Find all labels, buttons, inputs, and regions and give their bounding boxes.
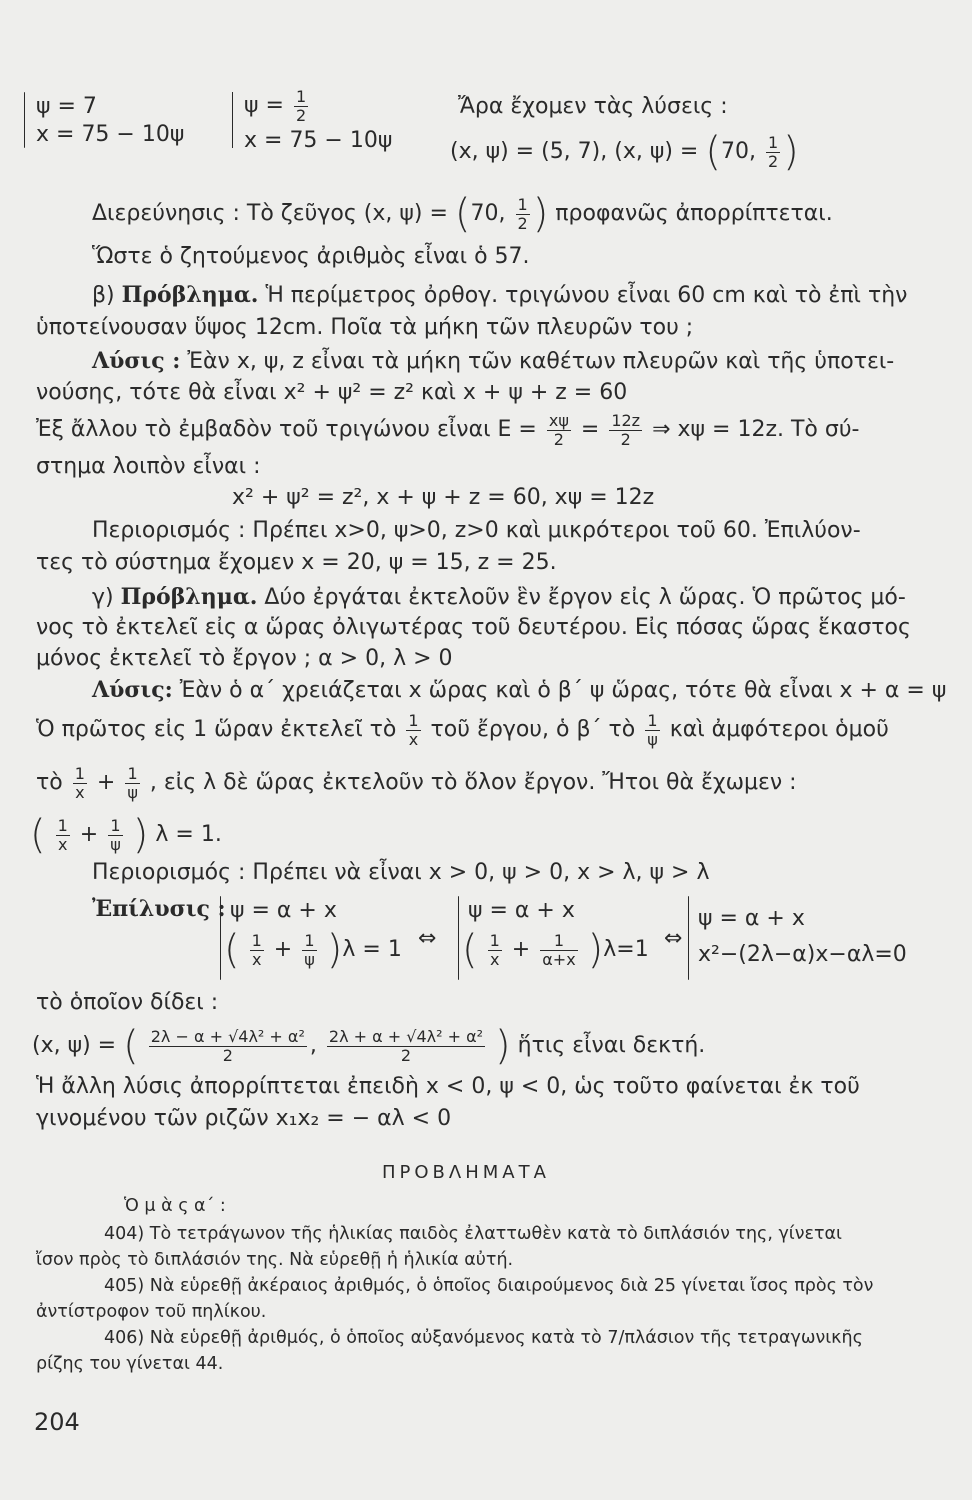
plus-sign: + [79, 822, 99, 847]
combined-rate-text: , εἰς λ δὲ ὥρας ἐκτελοῦν τὸ ὅλον ἔργον. Ἤτοι θὰ ἔχωμεν : [149, 770, 797, 796]
one-half-fraction [294, 88, 308, 124]
system2-line2: x = 75 − 10ψ [244, 128, 393, 153]
equals-one: λ = 1. [155, 822, 222, 847]
12z-over-2-fraction [609, 412, 642, 448]
plus-sign: + [273, 937, 293, 962]
solutions-pair: 70, [720, 139, 756, 164]
fraction-denominator: 2 [517, 213, 528, 233]
constraints-b-line1: Περιορισμός : Πρέπει x>0, ψ>0, z>0 καὶ μικρότεροι τοῦ 60. Ἐπιλύον- [92, 518, 861, 543]
fraction-denominator: 2 [620, 429, 631, 449]
problem-405-line1: 405) Νὰ εὑρεθῇ ἀκέραιος ἀριθμός, ὁ ὁποῖος διαιρούμενος διὰ 25 γίνεται ἴσος πρὸς τὸν [104, 1276, 874, 1296]
fraction-numerator: 1 [74, 764, 85, 783]
one-over-alpha-plus-x-fraction [540, 932, 577, 968]
fraction-numerator: 1 [540, 932, 577, 951]
dierevnisi-pair: 70, [470, 201, 506, 226]
equals-sign: = [580, 417, 600, 443]
rates-line [36, 712, 889, 748]
plus-sign: + [511, 937, 531, 962]
fraction-numerator: 1 [645, 712, 660, 731]
group-label: Ὁ μ ὰ ς α΄ : [124, 1196, 226, 1216]
dierevnisi-conclusion: προφανῶς ἀπορρίπτεται. [555, 201, 833, 226]
fraction-denominator: ψ [110, 834, 121, 854]
problem-404-line1: 404) Τὸ τετράγωνον τῆς ἡλικίας παιδὸς ἐλαττωθὲν κατὰ τὸ διπλάσιόν της, γίνεται [104, 1224, 842, 1244]
left-brace [24, 92, 25, 148]
fraction-denominator: x [408, 729, 419, 749]
one-over-x-fraction [488, 932, 502, 968]
system-c-line1: ψ = α + x [698, 906, 805, 931]
problem-c-line1 [92, 586, 906, 609]
system-a-line2: ( $\frac{1}{x}$ + $\frac{1}{\psi}$ )λ = 1 [224, 927, 402, 973]
fraction-numerator: 1 [251, 930, 262, 950]
root-x-fraction [149, 1028, 307, 1064]
other-solution-line1: Ἡ ἄλλη λύσις ἀπορρίπτεται ἐπειδὴ x < 0, ψ < 0, ὡς τοῦτο φαίνεται ἐκ τοῦ [36, 1074, 860, 1099]
fraction-numerator: 1 [57, 815, 68, 835]
fraction-denominator: 2 [295, 105, 307, 125]
constraints-c: Περιορισμός : Πρέπει νὰ εἶναι x > 0, ψ > 0, x > λ, ψ > λ [92, 860, 710, 885]
root-psi-fraction [327, 1028, 485, 1064]
solution-label: Λύσις: [92, 677, 173, 703]
one-over-psi-fraction [125, 765, 140, 801]
problem-404-line2: ἴσον πρὸς τὸ διπλάσιόν της. Νὰ εὑρεθῇ ἡ ἡλικία αὐτή. [36, 1250, 514, 1270]
problem-406-line1: 406) Νὰ εὑρεθῇ ἀριθμός, ὁ ὁποῖος αὐξανόμενος κατὰ τὸ 7/πλάσιον τῆς τετραγωνικῆς [104, 1328, 863, 1348]
constraints-b-line2: τες τὸ σύστημα ἔχομεν x = 20, ψ = 15, z = 25. [36, 550, 557, 575]
area-result: ⇒ xψ = 12z. Τὸ σύ- [652, 417, 860, 443]
solution-b-line2: νούσης, τότε θὰ εἶναι x² + ψ² = z² καὶ x + ψ + z = 60 [36, 380, 628, 405]
rates-text-2: τοῦ ἔργου, ὁ β΄ τὸ [430, 717, 636, 743]
one-over-psi-fraction [302, 932, 317, 968]
fraction-numerator: 2λ − α + √4λ² + α² [150, 1026, 305, 1046]
epilysis-label: Ἐπίλυσις : [92, 896, 226, 922]
problem-b-title: Πρόβλημα. [121, 282, 259, 308]
system2-line1-text: ψ = [244, 93, 284, 119]
fraction-numerator: 1 [125, 765, 140, 784]
area-line [36, 412, 860, 448]
roots-lhs: (x, ψ) = [32, 1033, 117, 1058]
fraction-numerator: 1 [295, 87, 307, 106]
rates-text: Ὁ πρῶτος εἰς 1 ὥραν ἐκτελεῖ τὸ [36, 717, 397, 743]
one-over-x-fraction [406, 712, 420, 748]
vertical-bar [232, 92, 233, 148]
solutions-line: (x, ψ) = (5, 7), (x, ψ) = (70, $\frac{1}{2}$ ) [450, 129, 799, 175]
problem-b-line2: ὑποτείνουσαν ὕψος 12cm. Ποῖα τὰ μήκη τῶν πλευρῶν του ; [36, 315, 694, 340]
combined-rate-line [36, 765, 797, 801]
fraction-denominator: x [251, 949, 262, 969]
system-intro: στημα λοιπὸν εἶναι : [36, 454, 261, 479]
plus-sign: + [96, 770, 116, 796]
solutions-text: (x, ψ) = (5, 7), (x, ψ) = [450, 139, 699, 164]
oste-line: Ὥστε ὁ ζητούμενος ἀριθμὸς εἶναι ὁ 57. [92, 244, 530, 269]
problem-c-line2: νος τὸ ἐκτελεῖ εἰς α ὥρας ὀλιγωτέρας τοῦ δευτέρου. Εἰς πόσας ὥρας ἕκαστος [36, 615, 911, 640]
problem-b-label: β) [92, 283, 115, 308]
system2-line1 [244, 88, 311, 124]
fraction-denominator: 2 [553, 429, 564, 449]
brace-c [688, 896, 689, 980]
solutions-intro: Ἄρα ἔχομεν τὰς λύσεις : [458, 94, 728, 119]
solution-c-text: Ἐὰν ὁ α΄ χρειάζεται x ὥρας καὶ ὁ β΄ ψ ὥρας, τότε θὰ εἶναι x + α = ψ [179, 678, 947, 703]
system1-line1: ψ = 7 [36, 94, 97, 119]
gives-line: τὸ ὁποῖον δίδει : [36, 990, 219, 1015]
problems-heading: ΠΡΟΒΛΗΜΑΤΑ [382, 1162, 550, 1183]
solution-b-line1 [92, 350, 894, 373]
problem-405-line2: ἀντίστροφον τοῦ πηλίκου. [36, 1302, 267, 1322]
problem-c-label: γ) [92, 585, 114, 610]
system-b-line1: ψ = α + x [468, 898, 575, 923]
one-over-psi-fraction [645, 712, 660, 748]
one-over-x-fraction [56, 817, 70, 853]
fraction-numerator: xψ [548, 411, 569, 430]
problem-c-text: Δύο ἐργάται ἐκτελοῦν ἓν ἔργον εἰς λ ὥρας. Ὁ πρῶτος μό- [264, 585, 906, 610]
system1-line2: x = 75 − 10ψ [36, 122, 185, 147]
fraction-numerator: 2λ + α + √4λ² + α² [328, 1026, 484, 1046]
one-half-fraction [516, 196, 530, 232]
solution-label: Λύσις : [92, 348, 181, 374]
dierevnisi-text: Διερεύνησις : Τὸ ζεῦγος (x, ψ) = [92, 201, 448, 226]
fraction-numerator: 1 [489, 930, 500, 950]
fraction-denominator: ψ [647, 729, 658, 749]
system-b-line2: ( $\frac{1}{x}$ + $\frac{1}{\alpha+x}$ )λ=1 [462, 927, 649, 973]
lambda-equals-one: λ=1 [603, 937, 649, 962]
roots-line: (x, ψ) = ( $\frac{\text{2λ − α + √4λ² + α²}}{2}$ , $\frac{\text{2λ + α + √4λ² + α²}}{2}$ ) ἥτις εἶναι δεκτή. [32, 1023, 706, 1069]
fraction-denominator: x [57, 834, 68, 854]
one-half-fraction [766, 134, 780, 170]
fraction-denominator: α+x [542, 949, 576, 969]
to-word: τὸ [36, 770, 63, 796]
problem-b-text: Ἡ περίμετρος ὀρθογ. τριγώνου εἶναι 60 cm καὶ τὸ ἐπὶ τὴν [265, 283, 908, 308]
accepted-text: ἥτις εἶναι δεκτή. [517, 1033, 706, 1058]
fraction-denominator: ψ [304, 949, 315, 969]
problem-b-line1 [92, 284, 907, 307]
one-over-x-fraction [250, 932, 264, 968]
page-number: 204 [34, 1408, 80, 1436]
fraction-denominator: 2 [400, 1045, 412, 1065]
brace-a [220, 896, 221, 980]
solution-c-line1 [92, 679, 946, 702]
fraction-denominator: 2 [222, 1045, 233, 1065]
fraction-numerator: 1 [767, 132, 779, 152]
problem-406-line2: ρίζης του γίνεται 44. [36, 1354, 224, 1374]
xpsi-over-2-fraction [547, 412, 571, 448]
area-text: Ἐξ ἄλλου τὸ ἐμβαδὸν τοῦ τριγώνου εἶναι E = [36, 417, 537, 443]
other-solution-line2: γινομένου τῶν ριζῶν x₁x₂ = − αλ < 0 [36, 1106, 452, 1131]
fraction-numerator: 1 [108, 817, 123, 836]
equation-lambda: ( $\frac{1}{x}$ + $\frac{1}{\psi}$ ) λ = 1. [30, 812, 222, 858]
fraction-denominator: 2 [767, 151, 779, 171]
one-over-psi-fraction [108, 817, 123, 853]
fraction-numerator: 1 [408, 711, 419, 730]
system-c-line2: x²−(2λ−α)x−αλ=0 [698, 942, 907, 967]
fraction-numerator: 1 [302, 932, 317, 951]
lambda-equals-one: λ = 1 [342, 937, 402, 962]
one-over-x-fraction [73, 765, 87, 801]
fraction-denominator: x [75, 782, 85, 802]
dierevnisi-line: Διερεύνησις : Τὸ ζεῦγος (x, ψ) = (70, $\frac{1}{2}$ ) προφανῶς ἀπορρίπτεται. [92, 191, 833, 237]
system-a-line1: ψ = α + x [230, 898, 337, 923]
iff-arrow: ⇔ [664, 926, 683, 951]
fraction-numerator: 1 [517, 194, 528, 214]
solution-b-text: Ἐὰν x, ψ, z εἶναι τὰ μήκη τῶν καθέτων πλευρῶν καὶ τῆς ὑποτει- [187, 349, 895, 374]
fraction-denominator: ψ [127, 782, 138, 802]
fraction-denominator: x [489, 949, 500, 969]
rates-text-3: καὶ ἀμφότεροι ὁμοῦ [669, 717, 889, 743]
comma: , [309, 1033, 317, 1058]
brace-b [458, 896, 459, 980]
problem-c-title: Πρόβλημα. [120, 584, 258, 610]
system-equations: x² + ψ² = z², x + ψ + z = 60, xψ = 12z [232, 485, 655, 510]
problem-c-line3: μόνος ἐκτελεῖ τὸ ἔργον ; α > 0, λ > 0 [36, 646, 453, 671]
iff-arrow: ⇔ [418, 926, 437, 951]
fraction-numerator: 12z [611, 411, 641, 430]
